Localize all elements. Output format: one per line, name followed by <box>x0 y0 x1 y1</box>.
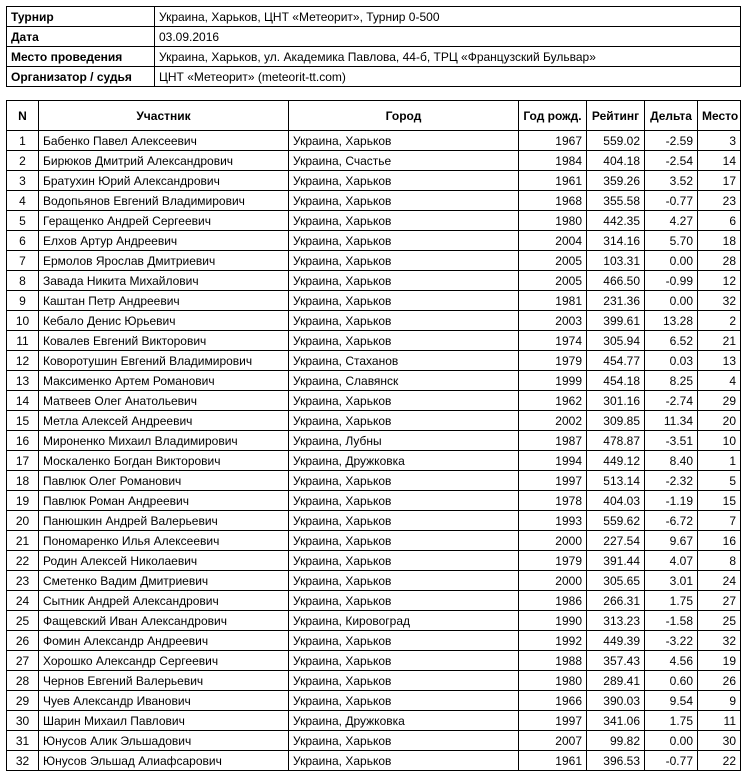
table-row <box>7 311 741 331</box>
rating: 559.62 <box>587 511 645 531</box>
delta: 0.03 <box>645 351 698 371</box>
participant-name: Коворотушин Евгений Владимирович <box>39 351 289 371</box>
delta: 13.28 <box>645 311 698 331</box>
table-row <box>7 611 741 631</box>
col-header-city: Город <box>289 101 519 131</box>
birth-year: 2007 <box>519 731 587 751</box>
participant-name: Каштан Петр Андреевич <box>39 291 289 311</box>
table-row <box>7 151 741 171</box>
city: Украина, Кировоград <box>289 611 519 631</box>
place: 1 <box>698 451 741 471</box>
city: Украина, Харьков <box>289 751 519 771</box>
place: 10 <box>698 431 741 451</box>
rating: 559.02 <box>587 131 645 151</box>
rating: 396.53 <box>587 751 645 771</box>
tournament-info-table <box>6 6 741 87</box>
rating: 390.03 <box>587 691 645 711</box>
city: Украина, Харьков <box>289 511 519 531</box>
delta: 5.70 <box>645 231 698 251</box>
table-row <box>7 571 741 591</box>
delta: 6.52 <box>645 331 698 351</box>
rating: 231.36 <box>587 291 645 311</box>
delta: -2.74 <box>645 391 698 411</box>
table-row <box>7 291 741 311</box>
info-label: Место проведения <box>7 47 155 67</box>
participant-name: Максименко Артем Романович <box>39 371 289 391</box>
participant-name: Завада Никита Михайлович <box>39 271 289 291</box>
place: 26 <box>698 671 741 691</box>
rating: 341.06 <box>587 711 645 731</box>
place: 32 <box>698 291 741 311</box>
birth-year: 1980 <box>519 211 587 231</box>
info-row-organizer <box>7 67 741 87</box>
rating: 404.18 <box>587 151 645 171</box>
row-number: 9 <box>7 291 39 311</box>
participant-name: Ковалев Евгений Викторович <box>39 331 289 351</box>
delta: -2.54 <box>645 151 698 171</box>
participant-name: Водопьянов Евгений Владимирович <box>39 191 289 211</box>
table-row <box>7 411 741 431</box>
table-row <box>7 351 741 371</box>
row-number: 26 <box>7 631 39 651</box>
birth-year: 1967 <box>519 131 587 151</box>
place: 14 <box>698 151 741 171</box>
city: Украина, Харьков <box>289 391 519 411</box>
city: Украина, Харьков <box>289 551 519 571</box>
place: 5 <box>698 471 741 491</box>
delta: -0.77 <box>645 191 698 211</box>
place: 13 <box>698 351 741 371</box>
delta: 4.07 <box>645 551 698 571</box>
table-row <box>7 711 741 731</box>
table-row <box>7 591 741 611</box>
participant-name: Шарин Михаил Павлович <box>39 711 289 731</box>
birth-year: 1994 <box>519 451 587 471</box>
row-number: 6 <box>7 231 39 251</box>
birth-year: 1979 <box>519 351 587 371</box>
rating: 449.39 <box>587 631 645 651</box>
table-row <box>7 751 741 771</box>
delta: -1.58 <box>645 611 698 631</box>
participant-name: Сметенко Вадим Дмитриевич <box>39 571 289 591</box>
delta: 8.40 <box>645 451 698 471</box>
participant-name: Ермолов Ярослав Дмитриевич <box>39 251 289 271</box>
birth-year: 2000 <box>519 571 587 591</box>
info-value: Украина, Харьков, ул. Академика Павлова, 44-б, ТРЦ «Французский Бульвар» <box>155 47 741 67</box>
city: Украина, Стаханов <box>289 351 519 371</box>
table-row <box>7 371 741 391</box>
col-header-birth-year: Год рожд. <box>519 101 587 131</box>
participant-name: Метла Алексей Андреевич <box>39 411 289 431</box>
rating: 103.31 <box>587 251 645 271</box>
participant-name: Хорошко Александр Сергеевич <box>39 651 289 671</box>
place: 19 <box>698 651 741 671</box>
table-row <box>7 651 741 671</box>
delta: 1.75 <box>645 711 698 731</box>
rating: 227.54 <box>587 531 645 551</box>
row-number: 30 <box>7 711 39 731</box>
table-row <box>7 471 741 491</box>
place: 8 <box>698 551 741 571</box>
rating: 309.85 <box>587 411 645 431</box>
row-number: 1 <box>7 131 39 151</box>
info-label: Дата <box>7 27 155 47</box>
birth-year: 1980 <box>519 671 587 691</box>
participant-name: Фащевский Иван Александрович <box>39 611 289 631</box>
city: Украина, Харьков <box>289 411 519 431</box>
row-number: 7 <box>7 251 39 271</box>
place: 4 <box>698 371 741 391</box>
birth-year: 1961 <box>519 171 587 191</box>
rating: 454.18 <box>587 371 645 391</box>
place: 32 <box>698 631 741 651</box>
birth-year: 1961 <box>519 751 587 771</box>
birth-year: 1997 <box>519 711 587 731</box>
participant-name: Бирюков Дмитрий Александрович <box>39 151 289 171</box>
city: Украина, Дружковка <box>289 711 519 731</box>
birth-year: 2005 <box>519 251 587 271</box>
delta: -6.72 <box>645 511 698 531</box>
participant-name: Матвеев Олег Анатольевич <box>39 391 289 411</box>
info-value: ЦНТ «Метеорит» (meteorit-tt.com) <box>155 67 741 87</box>
col-header-delta: Дельта <box>645 101 698 131</box>
place: 27 <box>698 591 741 611</box>
row-number: 2 <box>7 151 39 171</box>
place: 18 <box>698 231 741 251</box>
rating: 404.03 <box>587 491 645 511</box>
participant-name: Кебало Денис Юрьевич <box>39 311 289 331</box>
rating: 357.43 <box>587 651 645 671</box>
header-row <box>7 101 741 131</box>
participant-name: Родин Алексей Николаевич <box>39 551 289 571</box>
place: 6 <box>698 211 741 231</box>
row-number: 18 <box>7 471 39 491</box>
rating: 99.82 <box>587 731 645 751</box>
city: Украина, Харьков <box>289 191 519 211</box>
rating: 359.26 <box>587 171 645 191</box>
city: Украина, Харьков <box>289 651 519 671</box>
city: Украина, Славянск <box>289 371 519 391</box>
birth-year: 2003 <box>519 311 587 331</box>
row-number: 16 <box>7 431 39 451</box>
info-value: 03.09.2016 <box>155 27 741 47</box>
row-number: 4 <box>7 191 39 211</box>
table-row <box>7 491 741 511</box>
rating: 305.94 <box>587 331 645 351</box>
city: Украина, Харьков <box>289 591 519 611</box>
place: 28 <box>698 251 741 271</box>
rating: 454.77 <box>587 351 645 371</box>
row-number: 19 <box>7 491 39 511</box>
participant-name: Чернов Евгений Валерьевич <box>39 671 289 691</box>
city: Украина, Харьков <box>289 331 519 351</box>
info-label: Турнир <box>7 7 155 27</box>
delta: 9.67 <box>645 531 698 551</box>
delta: 1.75 <box>645 591 698 611</box>
delta: 0.00 <box>645 291 698 311</box>
row-number: 17 <box>7 451 39 471</box>
rating: 301.16 <box>587 391 645 411</box>
place: 3 <box>698 131 741 151</box>
col-header-rating: Рейтинг <box>587 101 645 131</box>
rating: 305.65 <box>587 571 645 591</box>
participant-name: Москаленко Богдан Викторович <box>39 451 289 471</box>
rating: 314.16 <box>587 231 645 251</box>
place: 16 <box>698 531 741 551</box>
results-body <box>7 131 741 771</box>
delta: 4.27 <box>645 211 698 231</box>
table-row <box>7 331 741 351</box>
birth-year: 1966 <box>519 691 587 711</box>
city: Украина, Харьков <box>289 691 519 711</box>
rating: 289.41 <box>587 671 645 691</box>
birth-year: 1988 <box>519 651 587 671</box>
place: 21 <box>698 331 741 351</box>
place: 2 <box>698 311 741 331</box>
col-header-number: N <box>7 101 39 131</box>
table-row <box>7 551 741 571</box>
row-number: 11 <box>7 331 39 351</box>
participant-name: Мироненко Михаил Владимирович <box>39 431 289 451</box>
table-row <box>7 631 741 651</box>
delta: 4.56 <box>645 651 698 671</box>
delta: -3.51 <box>645 431 698 451</box>
table-row <box>7 731 741 751</box>
birth-year: 1997 <box>519 471 587 491</box>
delta: 0.00 <box>645 731 698 751</box>
row-number: 28 <box>7 671 39 691</box>
participant-name: Геращенко Андрей Сергеевич <box>39 211 289 231</box>
rating: 313.23 <box>587 611 645 631</box>
table-row <box>7 391 741 411</box>
row-number: 27 <box>7 651 39 671</box>
city: Украина, Харьков <box>289 231 519 251</box>
city: Украина, Харьков <box>289 671 519 691</box>
participant-name: Павлюк Олег Романович <box>39 471 289 491</box>
table-row <box>7 671 741 691</box>
delta: 0.00 <box>645 251 698 271</box>
row-number: 29 <box>7 691 39 711</box>
info-row-date <box>7 27 741 47</box>
info-value: Украина, Харьков, ЦНТ «Метеорит», Турнир 0-500 <box>155 7 741 27</box>
col-header-place: Место <box>698 101 741 131</box>
place: 29 <box>698 391 741 411</box>
table-row <box>7 271 741 291</box>
results-header <box>7 101 741 131</box>
participant-name: Панюшкин Андрей Валерьевич <box>39 511 289 531</box>
row-number: 20 <box>7 511 39 531</box>
table-row <box>7 451 741 471</box>
place: 17 <box>698 171 741 191</box>
birth-year: 1968 <box>519 191 587 211</box>
row-number: 14 <box>7 391 39 411</box>
place: 9 <box>698 691 741 711</box>
tournament-info-body <box>7 7 741 87</box>
participant-name: Павлюк Роман Андреевич <box>39 491 289 511</box>
delta: -3.22 <box>645 631 698 651</box>
participant-name: Елхов Артур Андреевич <box>39 231 289 251</box>
table-row <box>7 191 741 211</box>
table-row <box>7 231 741 251</box>
rating: 266.31 <box>587 591 645 611</box>
place: 24 <box>698 571 741 591</box>
city: Украина, Харьков <box>289 291 519 311</box>
city: Украина, Харьков <box>289 311 519 331</box>
birth-year: 1987 <box>519 431 587 451</box>
birth-year: 1999 <box>519 371 587 391</box>
row-number: 12 <box>7 351 39 371</box>
table-row <box>7 511 741 531</box>
participant-name: Юнусов Алик Эльшадович <box>39 731 289 751</box>
place: 7 <box>698 511 741 531</box>
participant-name: Братухин Юрий Александрович <box>39 171 289 191</box>
delta: -0.77 <box>645 751 698 771</box>
info-row-tournament <box>7 7 741 27</box>
birth-year: 1962 <box>519 391 587 411</box>
delta: 3.52 <box>645 171 698 191</box>
table-row <box>7 431 741 451</box>
row-number: 8 <box>7 271 39 291</box>
birth-year: 1984 <box>519 151 587 171</box>
delta: 0.60 <box>645 671 698 691</box>
city: Украина, Лубны <box>289 431 519 451</box>
birth-year: 1992 <box>519 631 587 651</box>
info-label: Организатор / судья <box>7 67 155 87</box>
row-number: 24 <box>7 591 39 611</box>
place: 20 <box>698 411 741 431</box>
row-number: 15 <box>7 411 39 431</box>
city: Украина, Харьков <box>289 251 519 271</box>
place: 15 <box>698 491 741 511</box>
participant-name: Фомин Александр Андреевич <box>39 631 289 651</box>
place: 22 <box>698 751 741 771</box>
results-table <box>6 100 741 771</box>
rating: 466.50 <box>587 271 645 291</box>
delta: -0.99 <box>645 271 698 291</box>
birth-year: 2002 <box>519 411 587 431</box>
table-row <box>7 211 741 231</box>
delta: -2.32 <box>645 471 698 491</box>
delta: -1.19 <box>645 491 698 511</box>
row-number: 21 <box>7 531 39 551</box>
delta: 11.34 <box>645 411 698 431</box>
city: Украина, Харьков <box>289 631 519 651</box>
rating: 391.44 <box>587 551 645 571</box>
birth-year: 1981 <box>519 291 587 311</box>
birth-year: 2005 <box>519 271 587 291</box>
place: 12 <box>698 271 741 291</box>
info-row-venue <box>7 47 741 67</box>
place: 25 <box>698 611 741 631</box>
city: Украина, Харьков <box>289 271 519 291</box>
row-number: 5 <box>7 211 39 231</box>
delta: 9.54 <box>645 691 698 711</box>
birth-year: 1990 <box>519 611 587 631</box>
row-number: 13 <box>7 371 39 391</box>
table-row <box>7 131 741 151</box>
city: Украина, Харьков <box>289 171 519 191</box>
city: Украина, Харьков <box>289 571 519 591</box>
place: 11 <box>698 711 741 731</box>
delta: 8.25 <box>645 371 698 391</box>
row-number: 31 <box>7 731 39 751</box>
participant-name: Сытник Андрей Александрович <box>39 591 289 611</box>
row-number: 10 <box>7 311 39 331</box>
table-row <box>7 691 741 711</box>
rating: 513.14 <box>587 471 645 491</box>
birth-year: 1993 <box>519 511 587 531</box>
table-row <box>7 171 741 191</box>
rating: 355.58 <box>587 191 645 211</box>
participant-name: Чуев Александр Иванович <box>39 691 289 711</box>
col-header-participant: Участник <box>39 101 289 131</box>
delta: -2.59 <box>645 131 698 151</box>
row-number: 23 <box>7 571 39 591</box>
rating: 449.12 <box>587 451 645 471</box>
city: Украина, Харьков <box>289 471 519 491</box>
birth-year: 2000 <box>519 531 587 551</box>
birth-year: 1986 <box>519 591 587 611</box>
city: Украина, Дружковка <box>289 451 519 471</box>
table-row <box>7 531 741 551</box>
row-number: 22 <box>7 551 39 571</box>
rating: 442.35 <box>587 211 645 231</box>
city: Украина, Харьков <box>289 131 519 151</box>
delta: 3.01 <box>645 571 698 591</box>
place: 23 <box>698 191 741 211</box>
row-number: 3 <box>7 171 39 191</box>
birth-year: 1979 <box>519 551 587 571</box>
row-number: 32 <box>7 751 39 771</box>
birth-year: 1974 <box>519 331 587 351</box>
rating: 399.61 <box>587 311 645 331</box>
city: Украина, Харьков <box>289 731 519 751</box>
birth-year: 2004 <box>519 231 587 251</box>
city: Украина, Харьков <box>289 211 519 231</box>
city: Украина, Счастье <box>289 151 519 171</box>
city: Украина, Харьков <box>289 491 519 511</box>
participant-name: Бабенко Павел Алексеевич <box>39 131 289 151</box>
participant-name: Пономаренко Илья Алексеевич <box>39 531 289 551</box>
row-number: 25 <box>7 611 39 631</box>
place: 30 <box>698 731 741 751</box>
table-row <box>7 251 741 271</box>
rating: 478.87 <box>587 431 645 451</box>
birth-year: 1978 <box>519 491 587 511</box>
city: Украина, Харьков <box>289 531 519 551</box>
participant-name: Юнусов Эльшад Алиафсарович <box>39 751 289 771</box>
